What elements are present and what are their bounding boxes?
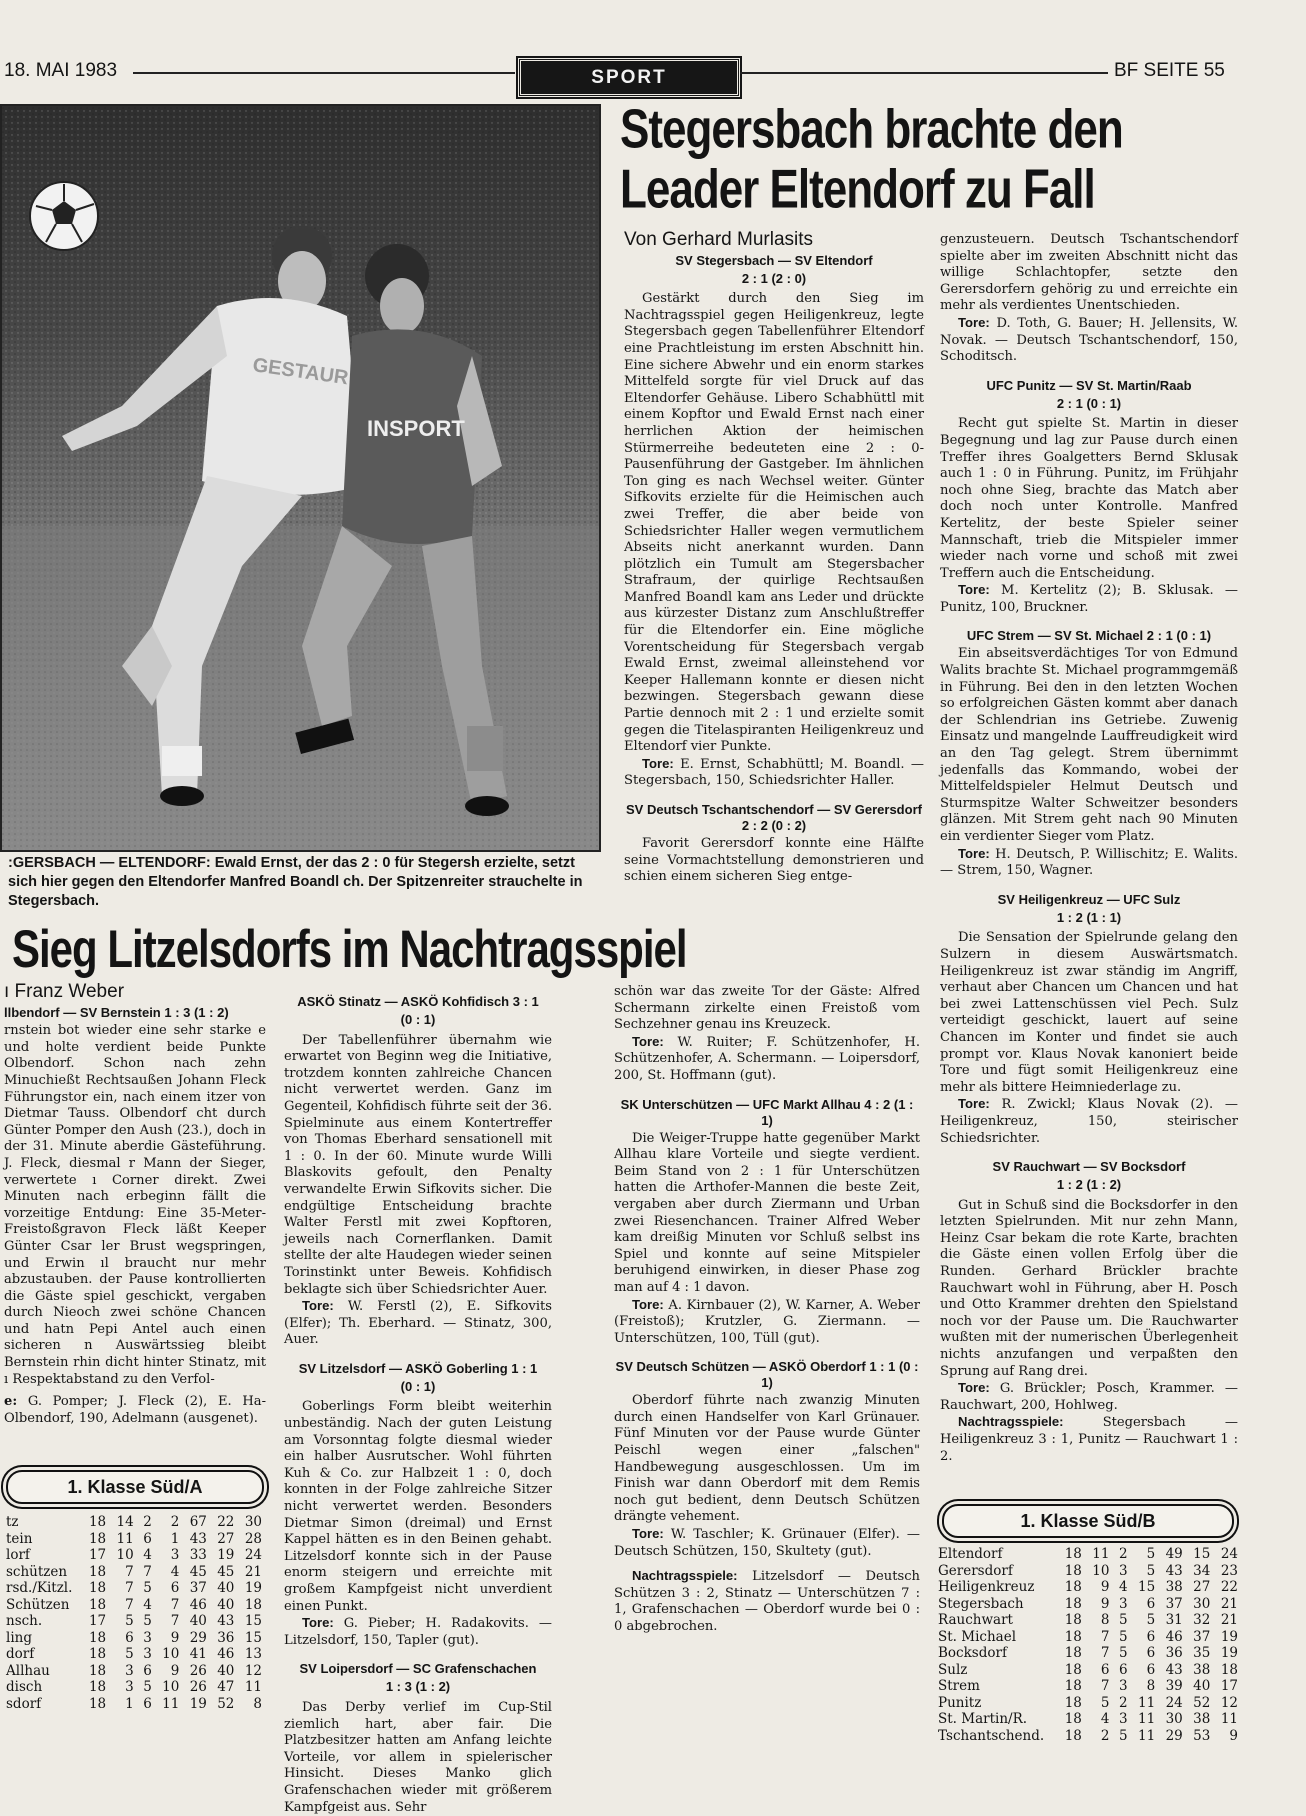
stat-cell: 5: [1119, 1645, 1128, 1661]
team-name: Sulz: [938, 1661, 968, 1678]
table-row: [6, 1646, 262, 1663]
stat-cell: 18: [88, 1580, 107, 1596]
table-a-title: 1. Klasse Süd/A: [6, 1470, 264, 1504]
table-row: [6, 1630, 262, 1647]
stat-cell: 15: [244, 1613, 262, 1629]
team-name: tz: [6, 1514, 19, 1530]
stat-cell: 8: [253, 1695, 262, 1712]
stat-cell: 7: [143, 1563, 152, 1580]
stat-cell: 35: [1193, 1645, 1211, 1661]
match-photo: [0, 104, 601, 852]
stat-cell: 5: [1146, 1562, 1156, 1579]
stat-cell: 21: [1220, 1595, 1238, 1612]
stat-cell: 18: [88, 1695, 107, 1712]
team-name: disch: [6, 1679, 43, 1695]
stat-cell: 43: [189, 1530, 207, 1547]
stat-cell: 13: [244, 1646, 262, 1662]
top-story-column-1: [624, 229, 924, 886]
stat-cell: 5: [1146, 1612, 1156, 1628]
team-name: tein: [6, 1530, 33, 1547]
stat-cell: 5: [1146, 1546, 1156, 1562]
stat-cell: 43: [1165, 1661, 1183, 1678]
stat-cell: 5: [1119, 1727, 1128, 1744]
stat-cell: 21: [244, 1563, 262, 1580]
stat-cell: 10: [116, 1547, 134, 1563]
header-rule-left: [133, 72, 515, 74]
article-text: Ein abseitsverdächtiges Tor von Edmund Walits brachte St. Michael programmgemäß in Führung. Bei den in den letzten Wochen so erfolgreichen Gästen kommt aber danach der Schlendrian ins Getriebe. Zuwenig Einsatz und mangelnde Lauffreudigkeit wird an den Tag gelegt. Strem übernimmt jedenfalls das Kommando, wobei der Mittelfeldspieler Helmut Deutsch und Sturmspitze Walter Schweitzer besonders glänzen. Mit Strem geht nach 90 Minuten ein verdienter Sieger vom Platz.: [940, 646, 1238, 844]
stat-cell: 15: [1193, 1546, 1211, 1562]
team-name: Bocksdorf: [938, 1645, 1007, 1661]
section-label: SPORT: [518, 58, 740, 97]
stat-cell: 19: [1220, 1628, 1238, 1645]
stat-cell: 6: [170, 1580, 180, 1596]
team-name: Rauchwart: [938, 1612, 1013, 1628]
stat-cell: 6: [1119, 1661, 1128, 1678]
goals-line: Tore: R. Zwickl; Klaus Novak (2). — Heiligenkreuz, 150, steirischer Schiedsrichter.: [940, 1096, 1238, 1146]
stat-cell: 46: [1165, 1628, 1183, 1645]
stat-cell: 18: [1064, 1628, 1082, 1645]
stat-cell: 40: [217, 1596, 235, 1613]
match-score: 2 : 1 (2 : 0): [741, 270, 807, 286]
article-text: Das Derby verlief im Cup-Stil ziemlich hart, aber fair. Die Platzbesitzer hatten am Anfang leichte Vorteile, vor allem in spielerischer Hinsicht. Dieses Manko glich Grafenschachen wieder mit größerem Kampfgeist aus. Sehr: [284, 1699, 552, 1815]
match-title: SV Litzelsdorf — ASKÖ Goberling 1 : 1: [298, 1360, 538, 1376]
table-row: [938, 1678, 1238, 1695]
stat-cell: 32: [1193, 1612, 1211, 1628]
stat-cell: 12: [1220, 1694, 1238, 1711]
stat-cell: 6: [1146, 1645, 1156, 1661]
stat-cell: 3: [125, 1679, 134, 1695]
goals-line: Tore: A. Kirnbauer (2), W. Karner, A. Weber (Freistoß); Krutzler, G. Ziermann. — Unterschützen, 100, Tüll (gut).: [614, 1296, 920, 1346]
stat-cell: 26: [189, 1662, 207, 1679]
article-text: Oberdorf führte nach zwanzig Minuten durch einen Handselfer von Karl Grünauer. Fünf Minuten vor der Pause wurde Günter Peischl wegen einer „falschen" Handbewegung ausgeschlossen. Um im Finish war dann Oberdorf mit dem Remis noch gut bedient, denn Deutsch Schützen drängte vehement.: [614, 1393, 920, 1525]
stat-cell: 18: [88, 1596, 107, 1613]
stat-cell: 18: [244, 1596, 262, 1613]
table-row: [938, 1711, 1238, 1728]
stat-cell: 11: [162, 1695, 180, 1712]
stat-cell: 37: [1165, 1595, 1183, 1612]
stat-cell: 29: [1165, 1727, 1183, 1744]
stat-cell: 10: [162, 1679, 180, 1695]
table-row: [6, 1663, 262, 1680]
stat-cell: 18: [1064, 1727, 1082, 1744]
stat-cell: 3: [1119, 1562, 1128, 1579]
stat-cell: 18: [1064, 1694, 1082, 1711]
stat-cell: 2: [1119, 1546, 1128, 1562]
stat-cell: 7: [1100, 1628, 1110, 1645]
table-row: [938, 1629, 1238, 1646]
stat-cell: 30: [1165, 1711, 1183, 1727]
stat-cell: 21: [1220, 1612, 1238, 1628]
stat-cell: 2: [1100, 1727, 1110, 1744]
stat-cell: 11: [1092, 1546, 1110, 1562]
stat-cell: 2: [170, 1514, 180, 1530]
stat-cell: 49: [1165, 1546, 1183, 1562]
stat-cell: 30: [244, 1514, 262, 1530]
svg-text:GESTAUR: GESTAUR: [251, 354, 350, 390]
article-text: Goberlings Form bleibt weiterhin unbeständig. Nach der guten Leistung am Vorsonntag folgte diesmal wieder ein halber Ausrutscher. Wohl führten Kuh & Co. zur Halbzeit 1 : 0, doch konnten in der Folge zahlreiche Sitzer nicht verwertet werden. Besonders Dietmar Simon (dreimal) und Ernst Kappel hätten es in den Beinen gehabt. Litzelsdorf konnte sich in der Pause enorm steigern und erreichte mit großem Kampfgeist nicht unverdient einen Punkt.: [284, 1399, 552, 1614]
goals-line: Tore: G. Brückler; Posch, Krammer. — Rauchwart, 200, Hohlweg.: [940, 1380, 1238, 1413]
stat-cell: 7: [125, 1580, 134, 1596]
match-title: UFC Strem — SV St. Michael 2 : 1 (0 : 1): [966, 628, 1212, 644]
stat-cell: 24: [1165, 1694, 1183, 1711]
stat-cell: 40: [189, 1613, 207, 1629]
stat-cell: 17: [88, 1547, 107, 1563]
stat-cell: 7: [1100, 1678, 1110, 1694]
table-row: [938, 1546, 1238, 1563]
stat-cell: 26: [189, 1679, 207, 1695]
stat-cell: 67: [189, 1514, 207, 1530]
team-name: schützen: [6, 1563, 68, 1580]
table-row: [938, 1662, 1238, 1679]
stat-cell: 11: [116, 1530, 134, 1547]
stat-cell: 8: [1100, 1612, 1110, 1628]
stat-cell: 7: [125, 1596, 134, 1613]
stat-cell: 19: [244, 1580, 262, 1596]
stat-cell: 33: [189, 1547, 207, 1563]
table-row: [938, 1645, 1238, 1662]
team-name: Stegersbach: [938, 1595, 1024, 1612]
goals-line: Tore: H. Deutsch, P. Willischitz; E. Walits. — Strem, 150, Wagner.: [940, 845, 1238, 879]
stat-cell: 6: [1146, 1595, 1156, 1612]
team-name: lorf: [6, 1547, 30, 1563]
stat-cell: 18: [1064, 1546, 1082, 1562]
stat-cell: 7: [170, 1613, 180, 1629]
stat-cell: 3: [170, 1547, 180, 1563]
stat-cell: 40: [1193, 1678, 1211, 1694]
article-text: Favorit Gerersdorf konnte eine Hälfte seine Vormachtstellung demonstrieren und schien einem sicheren Sieg entge-: [624, 836, 924, 885]
stat-cell: 24: [244, 1547, 262, 1563]
second-story-column-a: [4, 981, 266, 1427]
stat-cell: 18: [1064, 1579, 1082, 1595]
stat-cell: 3: [143, 1646, 152, 1662]
stat-cell: 6: [1146, 1661, 1156, 1678]
team-name: dorf: [6, 1646, 35, 1662]
stat-cell: 18: [88, 1514, 107, 1530]
stat-cell: 18: [1064, 1595, 1082, 1612]
team-name: Allhau: [6, 1662, 50, 1679]
stat-cell: 43: [1165, 1562, 1183, 1579]
stat-cell: 17: [88, 1613, 107, 1629]
stat-cell: 45: [217, 1563, 235, 1580]
match-title: llbendorf — SV Bernstein 1 : 3 (1 : 2): [4, 1004, 229, 1020]
stat-cell: 11: [1138, 1694, 1156, 1711]
stat-cell: 36: [217, 1629, 235, 1646]
stat-cell: 4: [1119, 1579, 1128, 1595]
match-score: 1 : 3 (1 : 2): [385, 1679, 451, 1695]
goals-line: Tore: M. Kertelitz (2); B. Sklusak. — Punitz, 100, Bruckner.: [940, 582, 1238, 615]
team-name: St. Martin/R.: [938, 1711, 1028, 1727]
top-headline-line1: Stegersbach brachte den: [620, 98, 1123, 160]
stat-cell: 18: [1064, 1661, 1082, 1678]
stat-cell: 18: [88, 1662, 107, 1679]
table-row: [938, 1563, 1238, 1580]
stat-cell: 9: [1100, 1579, 1110, 1595]
article-text: Gut in Schuß sind die Bocksdorfer in den letzten Spielrunden. Mit nur zehn Mann, Heinz Csar bekam die rote Karte, brachten die Gäste einen vollen Erfolg über die Runden. Gerhard Brückler brachte Rauchwart wohl in Führung, aber H. Posch und Otto Krammer drehten den Spielstand noch vor der Pause um. Die Rauchwarter wußten mit der numerischen Überlegenheit nichts anzufangen und verpaßten den Sprung auf Rang drei.: [940, 1197, 1238, 1379]
goals-line: Nachtragsspiele: Stegersbach — Heiligenkreuz 3 : 1, Punitz — Rauchwart 1 : 2.: [940, 1414, 1238, 1464]
second-story-column-b: [284, 994, 552, 1816]
header-rule-right: [740, 72, 1108, 74]
match-title: SV Stegersbach — SV Eltendorf: [675, 252, 873, 268]
ball-icon: [30, 182, 98, 250]
photo-caption: :GERSBACH — ELTENDORF: Ewald Ernst, der das 2 : 0 für Stegersh erzielte, setzt sich hier gegen den Eltendorfer Manfred Boandl ch. Der Spitzenreiter strauchelte in Stegersbach.: [8, 855, 583, 909]
team-name: Heiligenkreuz: [938, 1579, 1035, 1595]
stat-cell: 18: [88, 1679, 107, 1695]
stat-cell: 38: [1193, 1711, 1211, 1727]
stat-cell: 5: [125, 1613, 134, 1629]
issue-date: 18. MAI 1983: [4, 60, 118, 81]
article-text: Der Tabellenführer übernahm wie erwartet von Beginn weg die Initiative, trotzdem konnten zahlreiche Chancen nicht verwertet werden. Ganz im Gegenteil, Kohfidisch führte seit der 36. Spielminute aus einem Kontertreffer von Thomas Eberhard sensationell mit 1 : 0. In der 60. Minute wurde Willi Blaskovits gefoult, den Penalty verwandelte Erwin Sifkovits sicher. Die endgültige Entscheidung brachte Walter Ferstl mit zwei Kopftoren, jeweils nach Cornerflanken. Damit stellte der alte Haudegen wieder seinen Torinstinkt unter Beweis. Kohfidisch beklagte sich über Schiedsrichter Auer.: [284, 1032, 552, 1297]
stat-cell: 3: [125, 1662, 134, 1679]
second-story-column-c: [614, 984, 920, 1636]
stat-cell: 28: [244, 1530, 262, 1547]
table-row: [938, 1728, 1238, 1745]
table-row: [6, 1580, 262, 1597]
stat-cell: 19: [1220, 1645, 1238, 1661]
jersey-sponsor: INSPORT: [367, 416, 465, 441]
table-row: [6, 1597, 262, 1614]
stat-cell: 6: [125, 1629, 134, 1646]
stat-cell: 10: [1092, 1562, 1110, 1579]
table-row: [938, 1579, 1238, 1596]
second-byline: ı Franz Weber: [4, 981, 125, 1002]
team-name: nsch.: [6, 1613, 43, 1629]
table-row: [6, 1696, 262, 1713]
match-score: (0 : 1): [400, 1012, 436, 1027]
match-title: SK Unterschützen — UFC Markt Allhau 4 : 2 (1 : 1): [620, 1096, 914, 1128]
article-text: Gestärkt durch den Sieg im Nachtragsspiel gegen Heiligenkreuz, legte Stegersbach gegen Tabellenführer Eltendorf eine Prachtleistung im ersten Abschnitt hin. Eine sichere Abwehr und ein enorm starkes Mittelfeld sorgte für viel Druck auf das Eltendorfer Gehäuse. Libero Schabhüttl mit einem Kopftor und Ewald Ernst nach einer herrlichen Aktion der heimischen Stürmerreihe bedeuteten eine 2 : 0-Pausenführung der Gastgeber. Im ähnlichen Ton ging es nach Wechsel weiter. Günter Sifkovits erzielte für die Heimischen auch zwei Treffer, die aber beide von Schiedsrichter Haller wegen vermutlichem Abseits nicht anerkannt wurden. Dann plötzlich ein Tumult am Stegersbacher Strafraum, der quirlige Rechtsaußen Manfred Boandl kam ans Leder und drückte aus kürzester Distanz zum Anschlußtreffer für die Eltendorfer ein. Eine mögliche Vorentscheidung für Stegersbach vergab Ewald Ernst, zweimal alleinstehend vor Keeper Hallemann konnte er diesen nicht bezwingen. Stegersbach gewann diese Partie dennoch mit 2 : 1 und erzielte somit gegen die Titelaspiranten Heiligenkreuz und Eltendorf vier Punkte.: [624, 291, 924, 755]
stat-cell: 6: [143, 1662, 152, 1679]
stat-cell: 7: [170, 1596, 180, 1613]
stat-cell: 43: [217, 1613, 235, 1629]
table-b: [938, 1546, 1238, 1744]
table-row: [6, 1531, 262, 1548]
team-name: sdorf: [6, 1695, 42, 1712]
stat-cell: 7: [125, 1563, 134, 1580]
stat-cell: 37: [1193, 1628, 1211, 1645]
stat-cell: 11: [244, 1679, 262, 1695]
stat-cell: 15: [244, 1629, 262, 1646]
stat-cell: 39: [1165, 1678, 1183, 1694]
team-name: Schützen: [6, 1596, 70, 1613]
match-title: SV Loipersdorf — SC Grafenschachen: [299, 1661, 537, 1677]
table-row: [6, 1514, 262, 1531]
team-name: St. Michael: [938, 1628, 1017, 1645]
stat-cell: 24: [1220, 1546, 1238, 1562]
stat-cell: 5: [1119, 1612, 1128, 1628]
match-title: SV Heiligenkreuz — UFC Sulz: [997, 891, 1181, 907]
match-score: 2 : 1 (0 : 1): [1056, 395, 1122, 411]
stat-cell: 4: [1100, 1711, 1110, 1727]
team-name: Tschantschend.: [938, 1727, 1045, 1744]
stat-cell: 5: [1119, 1628, 1128, 1645]
second-headline: Sieg Litzelsdorfs im Nachtragsspiel: [12, 919, 687, 979]
stat-cell: 3: [1119, 1711, 1128, 1727]
stat-cell: 34: [1193, 1562, 1211, 1579]
stat-cell: 45: [189, 1563, 207, 1580]
stat-cell: 1: [125, 1695, 134, 1712]
table-row: [6, 1679, 262, 1696]
match-title: SV Deutsch Tschantschendorf — SV Gerersdorf 2 : 2 (0 : 2): [626, 802, 922, 833]
stat-cell: 18: [1064, 1612, 1082, 1628]
stat-cell: 10: [162, 1646, 180, 1662]
top-headline: [620, 100, 1123, 220]
match-score: (0 : 1): [400, 1378, 436, 1394]
stat-cell: 5: [143, 1580, 152, 1596]
stat-cell: 5: [125, 1646, 134, 1662]
stat-cell: 46: [189, 1596, 207, 1613]
table-row: [938, 1695, 1238, 1712]
stat-cell: 52: [217, 1695, 235, 1712]
article-text: rnstein bot wieder eine sehr starke e und holte verdient beide Punkte Olbendorf. Schon nach zehn Minuchießt Rechtsaußen Johann Fleck Führungstor ein, nach einem itzer von Dietmar Tauss. Olbendorf cht durch Günter Pomper den Aush (23.), doch in der 31. Minute aberdie Gästeführung. J. Fleck, diesmal r Mann der Sieger, verwertete ı Corner direkt. Zwei Minuten nach erbeginn fällt die vorzeitige Entdung: Eine 35-Meter-Freistoßgravon Fleck läßt Keeper Günter Csar ler Brust wegspringen, und Erwin ıl braucht nur mehr abzustauben. der Pause kontrollierten die Gäste spiel geschickt, vergaben durch Nieoch zwei schöne Chancen und hatn Pepi Antel auch einen sicheren n Auswärtssieg bleibt Bernstein rhin dicht hinter Stinatz, mit ı Respektabstand zu den Verfol-: [4, 1023, 266, 1387]
goals-line: Tore: W. Ferstl (2), E. Sifkovits (Elfer); Th. Eberhard. — Stinatz, 300, Auer.: [284, 1298, 552, 1348]
stat-cell: 6: [143, 1530, 152, 1547]
goals-line: Tore: G. Pieber; H. Radakovits. — Litzelsdorf, 150, Tapler (gut).: [284, 1615, 552, 1648]
goals-line: Tore: E. Ernst, Schabhüttl; M. Boandl. — Stegersbach, 150, Schiedsrichter Haller.: [624, 755, 924, 789]
match-title: UFC Punitz — SV St. Martin/Raab: [986, 377, 1192, 393]
stat-cell: 11: [1138, 1711, 1156, 1727]
stat-cell: 9: [1100, 1595, 1110, 1612]
stat-cell: 22: [217, 1514, 235, 1530]
stat-cell: 41: [189, 1646, 207, 1662]
stat-cell: 38: [1165, 1579, 1183, 1595]
goals-line: Tore: W. Ruiter; F. Schützenhofer, H. Schützenhofer, A. Schermann. — Loipersdorf, 200, St. Hoffmann (gut).: [614, 1033, 920, 1083]
stat-cell: 18: [88, 1530, 107, 1547]
match-title: SV Deutsch Schützen — ASKÖ Oberdorf 1 : 1 (0 : 1): [615, 1359, 919, 1391]
stat-cell: 19: [217, 1547, 235, 1563]
stat-cell: 46: [217, 1646, 235, 1662]
stat-cell: 4: [143, 1596, 152, 1613]
table-row: [6, 1564, 262, 1581]
stat-cell: 23: [1220, 1562, 1238, 1579]
stat-cell: 9: [170, 1629, 180, 1646]
stat-cell: 5: [143, 1613, 152, 1629]
stat-cell: 5: [1100, 1694, 1110, 1711]
match-score: 1 : 2 (1 : 1): [1056, 909, 1122, 925]
goals-line: Nachtragsspiele: Litzelsdorf — Deutsch Schützen 3 : 2, Stinatz — Unterschützen 7 : 1, Grafenschachen — Oberdorf wurde bei 0 : 0 abgebrochen.: [614, 1568, 920, 1634]
stat-cell: 12: [244, 1662, 262, 1679]
top-story-column-2: [940, 232, 1238, 1465]
team-name: Strem: [938, 1678, 980, 1694]
top-headline-line2: Leader Eltendorf zu Fall: [620, 158, 1095, 220]
stat-cell: 18: [88, 1563, 107, 1580]
article-text: schön war das zweite Tor der Gäste: Alfred Schermann zirkelte einen Freistoß vom Sechzehner genau ins Kreuzeck.: [614, 984, 920, 1033]
match-title: ASKÖ Stinatz — ASKÖ Kohfidisch 3 : 1: [297, 994, 539, 1009]
stat-cell: 1: [170, 1530, 180, 1547]
players-illustration: [2, 106, 599, 850]
goals-line: e: G. Pomper; J. Fleck (2), E. Ha- Olbendorf, 190, Adelmann (ausgenet).: [4, 1394, 266, 1426]
stat-cell: 11: [1138, 1727, 1156, 1744]
article-text: genzusteuern. Deutsch Tschantschendorf spielte aber im zweiten Abschnitt nicht das willige Schlachtopfer, setzte den Gerersdorfern gehörig zu und erreichte ein mehr als verdientes Unentschieden.: [940, 232, 1238, 314]
article-text: Die Weiger-Truppe hatte gegenüber Markt Allhau klare Vorteile und siegte verdient. Beim Stand von 2 : 1 für Unterschützen hatten die Arthofer-Mannen die beste Zeit, vergaben aber durch Ziermann und Urban zwei Riesenchancen. Trainer Alfred Weber kam dreißig Minuten vor Schluß selbst ins Spiel und konnte auf seine Mitspieler beruhigend einwirken, in dieser Phase zog man auf 4 : 1 davon.: [614, 1130, 920, 1295]
stat-cell: 8: [1146, 1678, 1156, 1694]
stat-cell: 17: [1220, 1678, 1238, 1694]
goals-line: Tore: W. Taschler; K. Grünauer (Elfer). — Deutsch Schützen, 150, Skultety (gut).: [614, 1526, 920, 1559]
team-name: Punitz: [938, 1694, 982, 1711]
team-name: Eltendorf: [938, 1546, 1003, 1562]
table-row: [6, 1547, 262, 1564]
stat-cell: 4: [170, 1563, 180, 1580]
stat-cell: 27: [217, 1530, 235, 1547]
stat-cell: 36: [1165, 1645, 1183, 1661]
stat-cell: 9: [1229, 1727, 1238, 1744]
stat-cell: 11: [1220, 1711, 1238, 1727]
stat-cell: 30: [1193, 1595, 1211, 1612]
top-byline: Von Gerhard Murlasits: [624, 229, 814, 250]
table-row: [6, 1613, 262, 1630]
stat-cell: 5: [143, 1679, 152, 1695]
match-score: 1 : 2 (1 : 2): [1056, 1177, 1122, 1193]
page-number: BF SEITE 55: [1114, 60, 1225, 81]
stat-cell: 37: [189, 1580, 207, 1596]
stat-cell: 18: [1220, 1661, 1238, 1678]
stat-cell: 22: [1220, 1579, 1238, 1595]
stat-cell: 4: [143, 1547, 152, 1563]
team-name: Gerersdorf: [938, 1562, 1013, 1579]
stat-cell: 7: [1100, 1645, 1110, 1661]
stat-cell: 27: [1193, 1579, 1211, 1595]
stat-cell: 31: [1165, 1612, 1183, 1628]
stat-cell: 3: [1119, 1678, 1128, 1694]
stat-cell: 18: [88, 1646, 107, 1662]
stat-cell: 29: [189, 1629, 207, 1646]
article-text: Recht gut spielte St. Martin in dieser Begegnung und lag zur Pause durch einen Treffer ihres Goalgetters Bernd Sklusak auch 1 : 0 in Führung. Punitz, im Frühjahr noch ohne Sieg, brachte das Match aber doch noch unter Kontrolle. Manfred Kertelitz, der beste Spieler seiner Mannschaft, trieb die Mitspieler immer wieder nach vorne und schoß mit zwei Treffern auch die Entscheidung.: [940, 416, 1238, 581]
stat-cell: 2: [1119, 1694, 1128, 1711]
stat-cell: 52: [1193, 1694, 1211, 1711]
stat-cell: 6: [1100, 1661, 1110, 1678]
stat-cell: 18: [1064, 1678, 1082, 1694]
goals-line: Tore: D. Toth, G. Bauer; H. Jellensits, W. Novak. — Deutsch Tschantschendorf, 150, Schoditsch.: [940, 314, 1238, 365]
stat-cell: 18: [1064, 1562, 1082, 1579]
stat-cell: 9: [170, 1662, 180, 1679]
stat-cell: 38: [1193, 1661, 1211, 1678]
stat-cell: 2: [143, 1514, 152, 1530]
table-row: [938, 1612, 1238, 1629]
stat-cell: 6: [1146, 1628, 1156, 1645]
table-row: [938, 1596, 1238, 1613]
stat-cell: 6: [143, 1695, 152, 1712]
stat-cell: 18: [88, 1629, 107, 1646]
stat-cell: 15: [1138, 1579, 1156, 1595]
stat-cell: 3: [1119, 1595, 1128, 1612]
stat-cell: 19: [189, 1695, 207, 1712]
stat-cell: 53: [1193, 1727, 1211, 1744]
stat-cell: 18: [1064, 1711, 1082, 1727]
stat-cell: 40: [217, 1662, 235, 1679]
stat-cell: 47: [217, 1679, 235, 1695]
stat-cell: 18: [1064, 1645, 1082, 1661]
table-a: [6, 1514, 262, 1712]
team-name: ling: [6, 1629, 32, 1646]
article-text: Die Sensation der Spielrunde gelang den Sulzern in diesem Auswärtsmatch. Heiligenkreuz ist zwar ständig im Angriff, verhaut aber Chancen um Chancen und hat bei zwei Lattenschüssen viel Pech. Sulz verteidigt geschickt, lauert auf seine Chancen im Konter und findet sie auch prompt vor. Klaus Novak kanoniert beide Tore und fügt somit Heiligenkreuz eine mehr als bittere Heimniederlage zu.: [940, 930, 1238, 1095]
table-b-title: 1. Klasse Süd/B: [942, 1504, 1234, 1538]
team-name: rsd./Kitzl.: [6, 1580, 73, 1596]
stat-cell: 14: [116, 1514, 134, 1530]
match-title: SV Rauchwart — SV Bocksdorf: [992, 1159, 1186, 1175]
stat-cell: 3: [143, 1629, 152, 1646]
stat-cell: 40: [217, 1580, 235, 1596]
